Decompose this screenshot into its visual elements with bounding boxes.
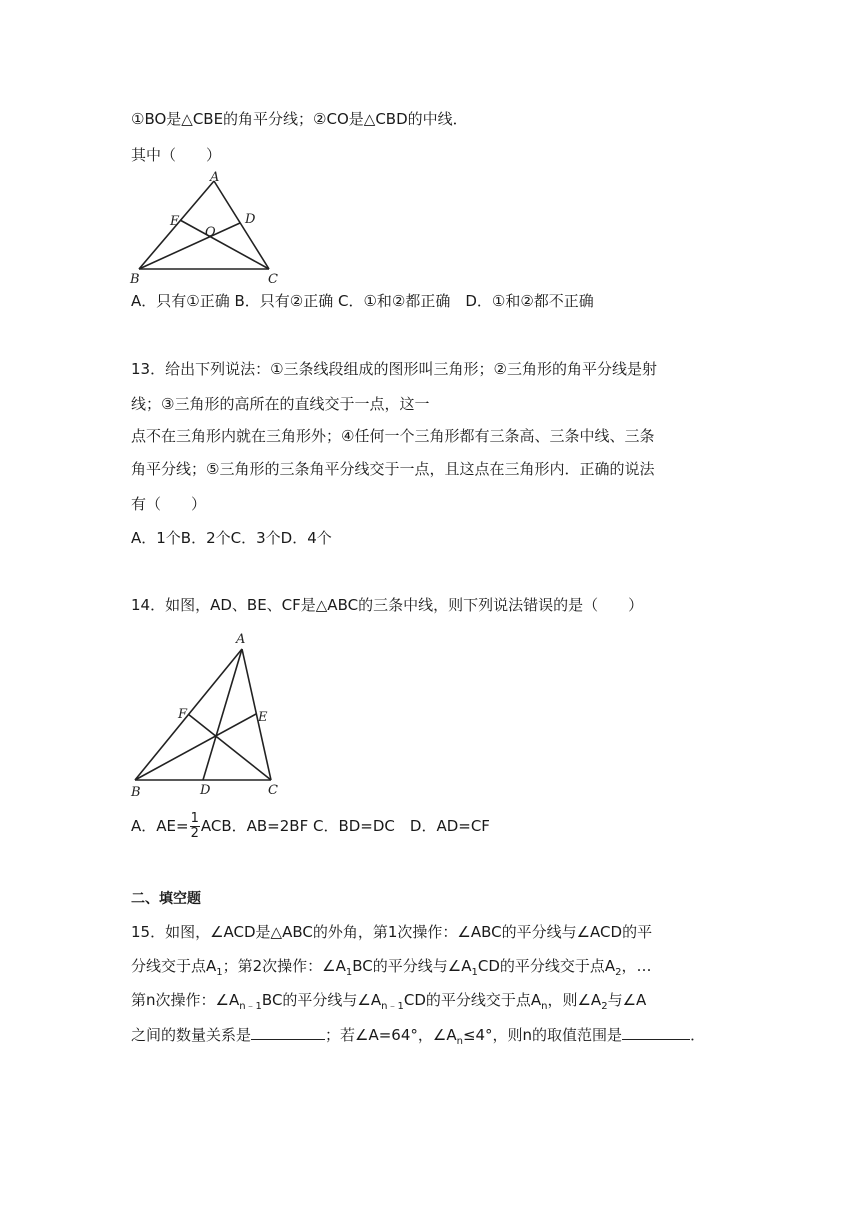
q15-l2b: ；第2次操作：∠A — [222, 957, 346, 975]
sub-1: 1 — [216, 967, 223, 978]
q15-l3b: BC的平分线与∠A — [261, 991, 382, 1009]
q13-options: A．1个B．2个C．3个D．4个 — [131, 529, 332, 547]
q14-stem: 14．如图，AD、BE、CF是△ABC的三条中线，则下列说法错误的是（ ） — [131, 596, 644, 614]
sub-n: n — [456, 1036, 463, 1047]
one-half-fraction — [190, 812, 200, 841]
q15-l4a: 之间的数量关系是 — [131, 1026, 252, 1044]
q12-label-E: E — [170, 214, 180, 229]
q15-l3e: 与∠A — [607, 991, 647, 1009]
q12-statement: ①BO是△CBE的角平分线；②CO是△CBD的中线． — [131, 110, 468, 128]
q15-l3c: CD的平分线交于点A — [403, 991, 542, 1009]
q15-l3a: 第n次操作：∠A — [131, 991, 240, 1009]
q13-line2: 线；③三角形的高所在的直线交于一点，这一 — [131, 395, 430, 413]
sub-n-minus-1: n﹣1 — [239, 1001, 262, 1012]
q12-label-O: O — [205, 225, 216, 240]
q14-label-E: E — [258, 710, 268, 725]
q14-options-rest: B．AB=2BF C．BD=DC D．AD=CF — [221, 817, 490, 835]
q15-l2e: ，… — [621, 957, 652, 975]
sub-2: 2 — [615, 967, 622, 978]
q14-option-a-prefix: A．AE= — [131, 817, 189, 835]
answer-blank-2[interactable] — [622, 1025, 690, 1040]
q12-label-B: B — [130, 272, 140, 287]
q15-l4c: ≤4°，则n的取值范围是 — [462, 1026, 623, 1044]
q13-line3: 点不在三角形内就在三角形外；④任何一个三角形都有三条高、三条中线、三条 — [131, 427, 655, 445]
q14-label-A: A — [236, 632, 246, 647]
q14-label-B: B — [131, 785, 141, 800]
q12-triangle-figure — [128, 170, 288, 290]
q15-l2c: BC的平分线与∠A — [352, 957, 472, 975]
q12-label-A: A — [210, 170, 220, 185]
sub-1: 1 — [471, 967, 478, 978]
q14-option-a-suffix: AC — [200, 817, 222, 835]
sub-n: n — [541, 1001, 548, 1012]
q13-line1: 13．给出下列说法：①三条线段组成的图形叫三角形；②三角形的角平分线是射 — [131, 360, 657, 378]
answer-blank-1[interactable] — [251, 1025, 325, 1040]
q14-label-C: C — [268, 783, 278, 798]
q15-l3d: ，则∠A — [547, 991, 602, 1009]
fraction-numerator: 1 — [190, 811, 199, 826]
q15-l4b: ；若∠A=64°，∠A — [325, 1026, 457, 1044]
q15-l2a: 分线交于点A — [131, 957, 217, 975]
q15-line3 — [131, 989, 646, 1018]
q15-l4d: ． — [690, 1026, 706, 1044]
q14-label-D: D — [200, 783, 211, 798]
sub-1: 1 — [345, 967, 353, 978]
q12-prompt: 其中（ ） — [131, 146, 222, 164]
q12-label-D: D — [245, 212, 256, 227]
q15-line1: 15．如图，∠ACD是△ABC的外角，第1次操作：∠ABC的平分线与∠ACD的平 — [131, 923, 653, 941]
sub-2: 2 — [601, 1001, 608, 1012]
q15-l2d: CD的平分线交于点A — [477, 957, 616, 975]
section-heading: 二、填空题 — [131, 891, 201, 907]
fraction-denominator: 2 — [190, 826, 199, 841]
q13-line4: 角平分线；⑤三角形的三条角平分线交于一点，且这点在三角形内．正确的说法 — [131, 460, 655, 478]
q14-options — [131, 812, 490, 841]
sub-n-minus-1: n﹣1 — [381, 1001, 404, 1012]
q12-options: A．只有①正确 B．只有②正确 C．①和②都正确 D．①和②都不正确 — [131, 292, 594, 310]
q14-label-F: F — [178, 707, 188, 722]
q15-line4 — [131, 1024, 705, 1053]
q13-line5: 有（ ） — [131, 495, 207, 513]
q12-label-C: C — [268, 272, 278, 287]
q14-triangle-figure — [128, 630, 288, 802]
q15-line2 — [131, 955, 652, 984]
